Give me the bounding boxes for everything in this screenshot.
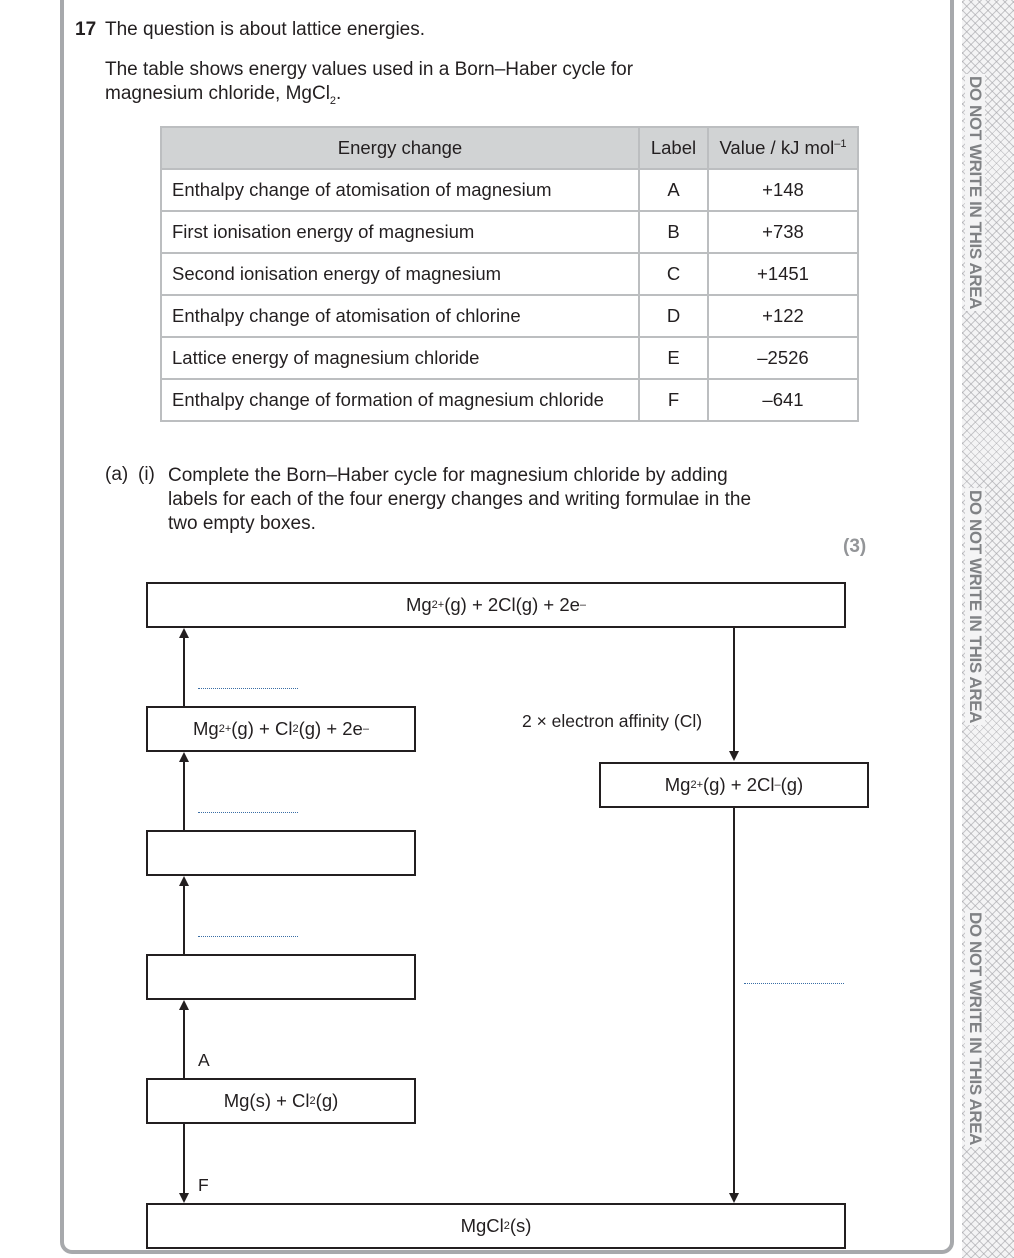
arrow-line-electron-affinity [733,628,735,752]
question-intro: The question is about lattice energies. [105,19,426,40]
table-row: Second ionisation energy of magnesium C +1451 [161,253,858,295]
arrow-up-icon [179,876,189,886]
answer-line-3[interactable] [198,936,298,937]
header-value: Value / kJ mol$^{-1}$ [708,127,858,169]
arrow-line-a [183,1010,185,1080]
header-label: Label [639,127,708,169]
header-energy-change: Energy change [161,127,639,169]
table-row: Lattice energy of magnesium chloride E –2526 [161,337,858,379]
arrow-line-f [183,1124,185,1194]
arrow-up-icon [179,1000,189,1010]
label-a: A [198,1050,210,1070]
table-header-row [161,127,858,169]
table-row: Enthalpy change of atomisation of chlorine D +122 [161,295,858,337]
part-instruction: Complete the Born–Haber cycle for magnesium chloride by adding labels for each of the four energy changes and writing formulae in the two empty boxes. [168,465,752,534]
arrow-line-lattice [733,808,735,1194]
answer-line-1[interactable] [198,688,298,689]
energy-values-table [160,126,859,422]
box-elements: Mg(s) + Cl 2 (g) [146,1078,416,1124]
answer-line-4[interactable] [744,983,844,984]
table-row: Enthalpy change of atomisation of magnesium A +148 [161,169,858,211]
answer-line-2[interactable] [198,812,298,813]
arrow-down-icon [729,1193,739,1203]
box-product: MgCl 2 (s) [146,1203,846,1249]
question-number: 17 [75,19,97,40]
box-empty-answer-1[interactable] [146,830,416,876]
table-intro: The table shows energy values used in a Born–Haber cycle for magnesium chloride, MgCl$_2$. [105,59,634,107]
marks-available: (3) [843,536,867,557]
table-row: First ionisation energy of magnesium B +738 [161,211,858,253]
table-row: Enthalpy change of formation of magnesium chloride F –641 [161,379,858,421]
box-empty-answer-2[interactable] [146,954,416,1000]
arrow-down-icon [729,751,739,761]
arrow-up-icon [179,752,189,762]
arrow-line-3 [183,886,185,954]
part-label: (a) [105,464,129,485]
label-f: F [198,1175,209,1195]
electron-affinity-label: 2 × electron affinity (Cl) [522,711,703,731]
arrow-line-1 [183,638,185,706]
arrow-line-2 [183,762,185,830]
box-gaseous-atoms-ions: Mg 2+ (g) + 2Cl(g) + 2e – [146,582,846,628]
arrow-down-icon [179,1193,189,1203]
sub-part-label: (i) [138,464,155,485]
arrow-up-icon [179,628,189,638]
box-ions: Mg 2+ (g) + 2Cl – (g) [599,762,869,808]
box-mg2-cl2: Mg 2+ (g) + Cl 2 (g) + 2e – [146,706,416,752]
